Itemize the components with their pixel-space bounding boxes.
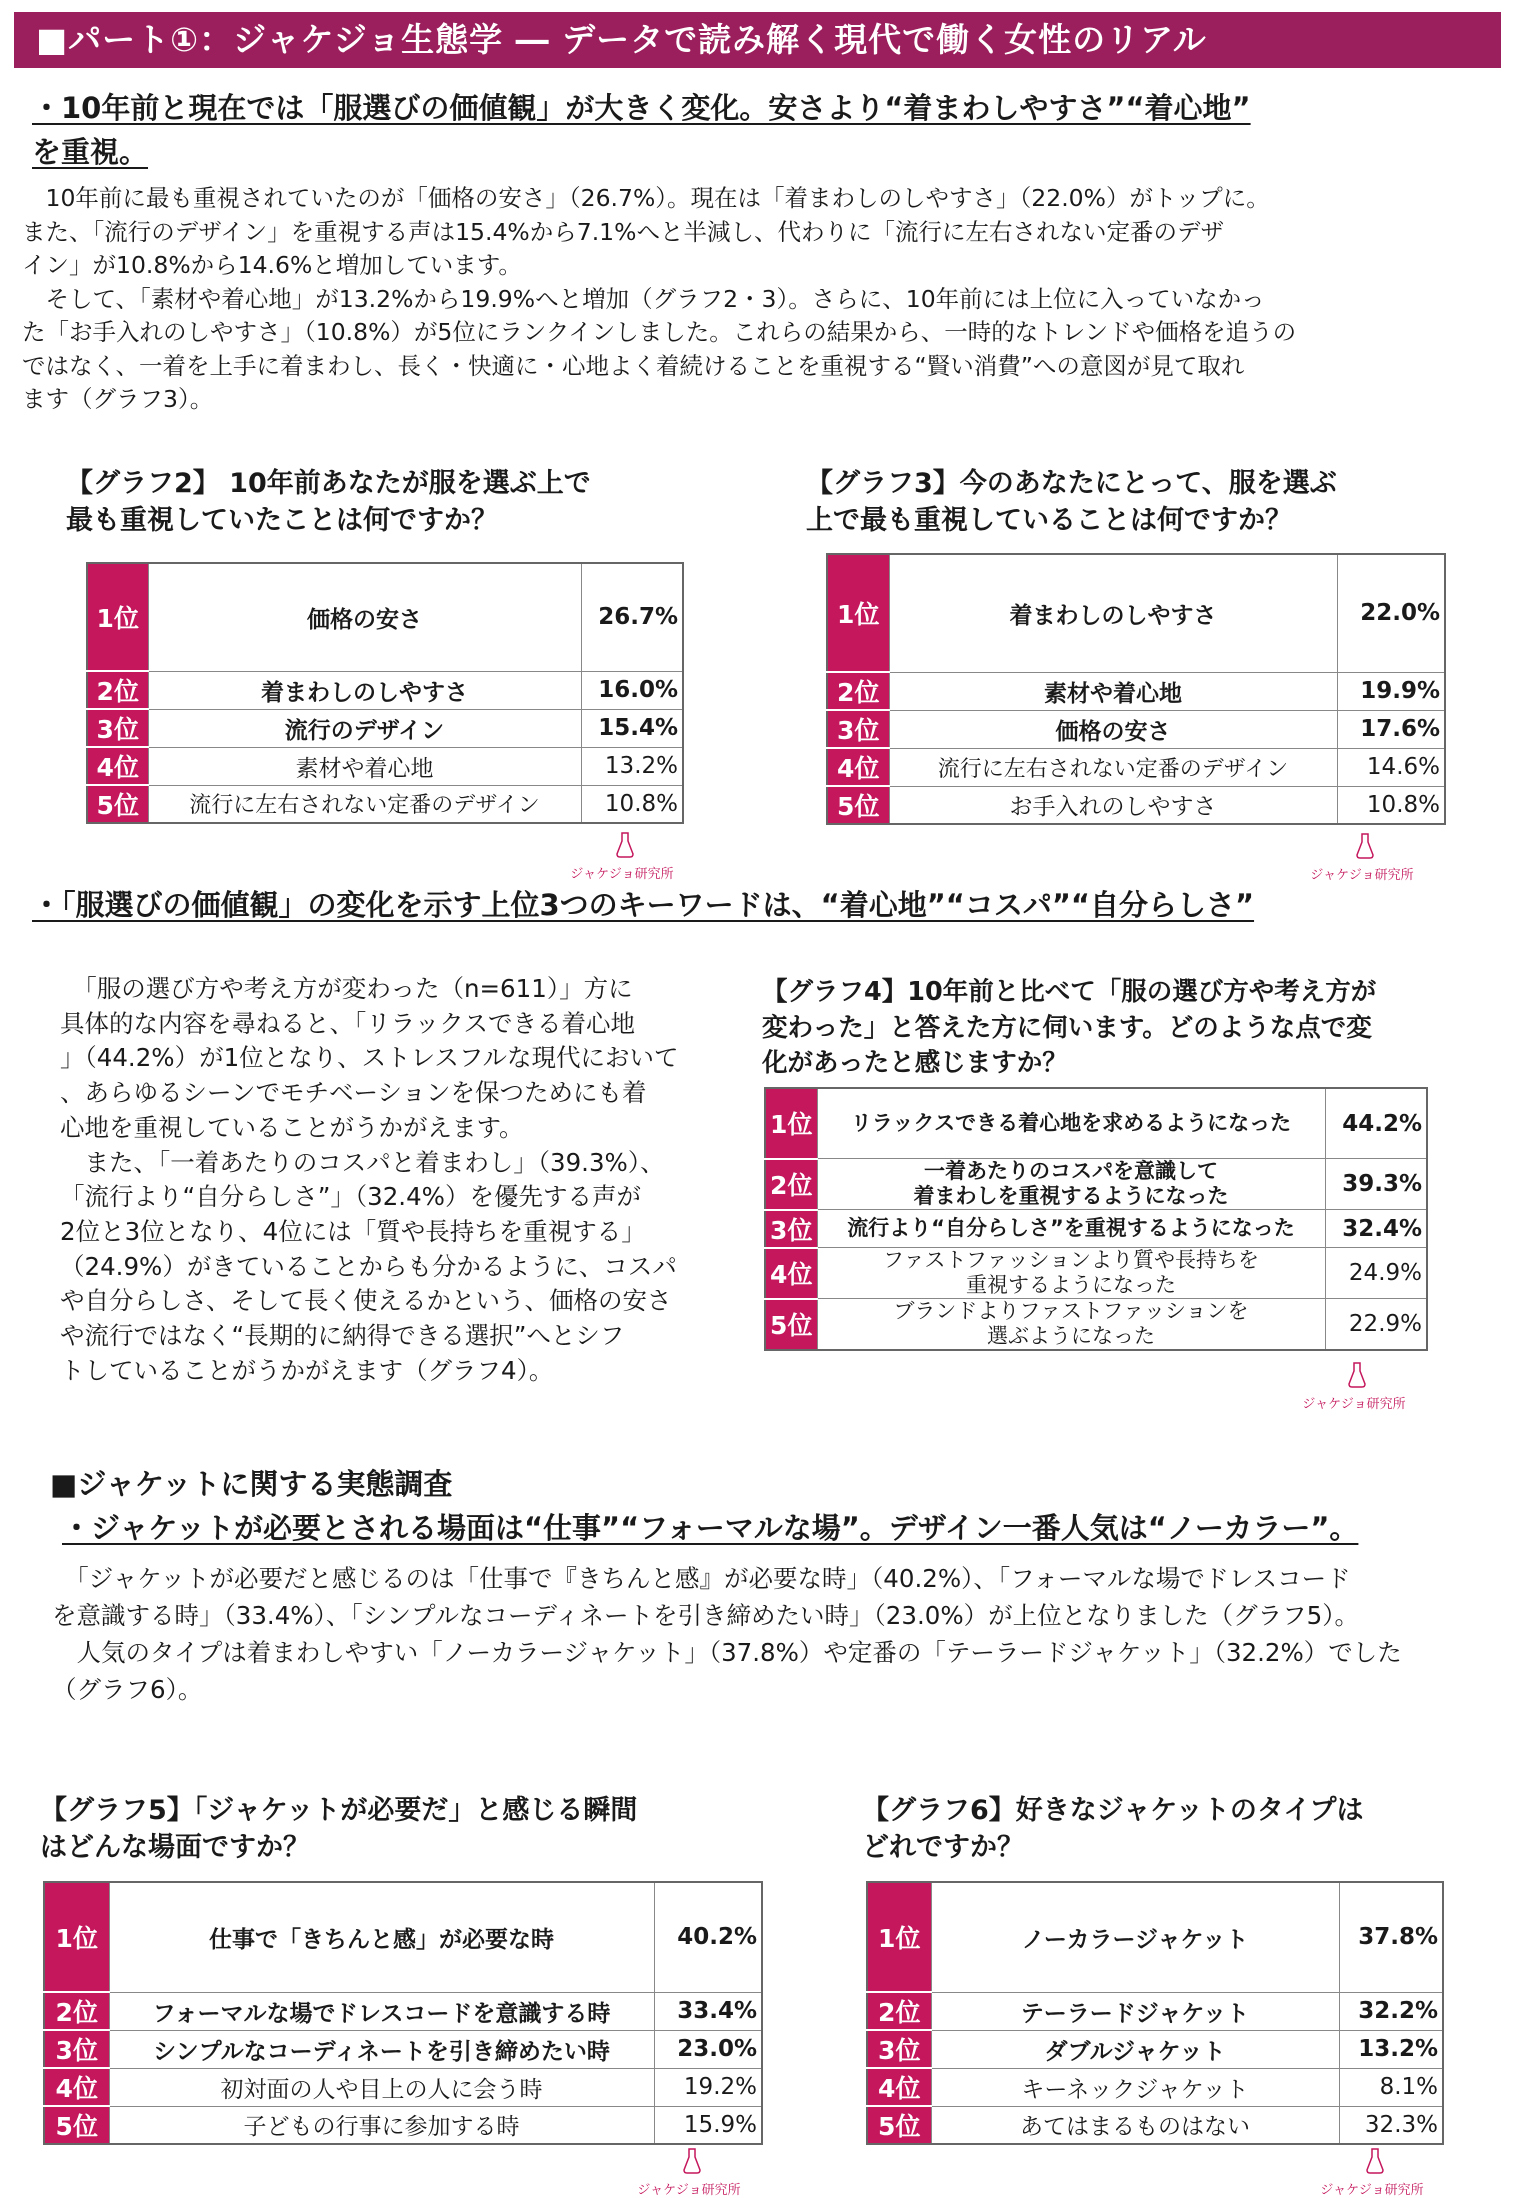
percent-cell: 17.6%	[1337, 710, 1445, 748]
label-line: 着まわしを重視するようになった	[913, 1184, 1229, 1208]
label-cell	[817, 1088, 1325, 1159]
rank-cell: 3位	[44, 2030, 109, 2068]
table-row	[765, 1159, 1427, 1210]
section1-heading: ・10年前と現在では「服選びの価値観」が大きく変化。安さより“着まわしやすさ”“着心地”	[32, 91, 1251, 125]
label-cell: 価格の安さ	[889, 710, 1337, 748]
rank-cell: 5位	[87, 785, 148, 823]
para-line: （24.9%）がきていることからも分かるように、コスパ	[60, 1251, 677, 1281]
table-row	[827, 748, 1445, 786]
rank-cell: 4位	[765, 1248, 817, 1299]
label-cell: 着まわしのしやすさ	[148, 671, 581, 709]
graph2-table	[86, 562, 684, 824]
label-cell	[817, 1299, 1325, 1351]
table-row	[44, 2106, 762, 2144]
rank-cell: 1位	[44, 1882, 109, 1992]
title-line: 【グラフ6】好きなジャケットのタイプは	[862, 1795, 1364, 1826]
title-line: 上で最も重視していることは何ですか？	[806, 505, 1292, 536]
table-row	[827, 672, 1445, 710]
percent-cell: 26.7%	[581, 563, 683, 671]
table-row	[87, 709, 683, 747]
label-cell: 初対面の人や目上の人に会う時	[109, 2068, 654, 2106]
table-row	[827, 554, 1445, 672]
percent-cell: 15.4%	[581, 709, 683, 747]
title-line: はどんな場面ですか？	[40, 1832, 310, 1863]
section1-paragraph	[22, 182, 1296, 417]
para-line: また、「一着あたりのコスパと着まわし」（39.3%）、	[60, 1147, 665, 1177]
table-row	[765, 1248, 1427, 1299]
rank-cell: 2位	[867, 1992, 931, 2030]
label-line: 重視するようになった	[965, 1273, 1176, 1297]
table-row	[867, 1992, 1443, 2030]
para-line: 」（44.2%）が1位となり、ストレスフルな現代において	[60, 1043, 679, 1073]
logo	[637, 2148, 741, 2198]
percent-cell: 10.8%	[1337, 786, 1445, 824]
label-cell: 流行に左右されない定番のデザイン	[889, 748, 1337, 786]
graph6-table	[866, 1881, 1444, 2145]
graph3-table	[826, 553, 1446, 825]
table-row	[867, 2068, 1443, 2106]
lab-flask-icon	[683, 2148, 701, 2174]
para-line: 「流行より“自分らしさ”」（32.4%）を優先する声が	[60, 1182, 641, 1212]
percent-cell: 15.9%	[654, 2106, 762, 2144]
para-line: （グラフ6）。	[52, 1675, 203, 1704]
label-cell	[817, 1210, 1325, 1248]
para-line: 2位と3位となり、4位には「質や長持ちを重視する」	[60, 1216, 646, 1246]
table-row	[44, 2030, 762, 2068]
rank-cell: 4位	[827, 748, 889, 786]
para-line: や流行ではなく“長期的に納得できる選択”へとシフ	[60, 1321, 625, 1351]
percent-cell: 19.9%	[1337, 672, 1445, 710]
table-row	[827, 710, 1445, 748]
logo	[1310, 833, 1414, 883]
label-cell: フォーマルな場でドレスコードを意識する時	[109, 1992, 654, 2030]
title-line: 【グラフ5】「ジャケットが必要だ」と感じる瞬間	[40, 1795, 638, 1826]
section3-heading: ■ジャケットに関する実態調査	[50, 1467, 453, 1501]
label-cell: シンプルなコーディネートを引き締めたい時	[109, 2030, 654, 2068]
table-row	[87, 671, 683, 709]
lab-flask-icon	[616, 832, 634, 858]
graph4-table	[764, 1087, 1428, 1351]
percent-cell: 19.2%	[654, 2068, 762, 2106]
label-cell: 流行のデザイン	[148, 709, 581, 747]
table-row	[867, 1882, 1443, 1992]
section3-paragraph	[52, 1560, 1402, 1708]
logo-text: ジャケジョ研究所	[1320, 2183, 1424, 2198]
para-line: 具体的な内容を尋ねると、「リラックスできる着心地	[60, 1008, 636, 1038]
para-line: 「ジャケットが必要だと感じるのは「仕事で『きちんと感』が必要な時」（40.2%）、「フォーマルな場でドレスコード	[52, 1564, 1351, 1593]
table-row	[44, 2068, 762, 2106]
percent-cell: 40.2%	[654, 1882, 762, 1992]
para-line: 「服の選び方や考え方が変わった（n=611）」方に	[60, 974, 633, 1003]
percent-cell: 32.2%	[1339, 1992, 1443, 2030]
label-cell	[817, 1248, 1325, 1299]
percent-cell: 13.2%	[1339, 2030, 1443, 2068]
percent-cell: 8.1%	[1339, 2068, 1443, 2106]
title-line: 化があったと感じますか？	[762, 1048, 1068, 1078]
label-cell: 流行に左右されない定番のデザイン	[148, 785, 581, 823]
percent-cell: 16.0%	[581, 671, 683, 709]
para-line: イン」が10.8%から14.6%と増加しています。	[22, 251, 522, 279]
percent-cell: 33.4%	[654, 1992, 762, 2030]
label-cell: 素材や着心地	[148, 747, 581, 785]
label-cell: あてはまるものはない	[931, 2106, 1339, 2144]
section1-heading-cont: を重視。	[32, 135, 149, 169]
percent-cell: 37.8%	[1339, 1882, 1443, 1992]
logo-text: ジャケジョ研究所	[1302, 1397, 1406, 1412]
rank-cell: 3位	[827, 710, 889, 748]
label-line: リラックスできる着心地を求めるようになった	[850, 1111, 1292, 1135]
section3-subheading: ・ジャケットが必要とされる場面は“仕事”“フォーマルな場”。デザイン一番人気は“ノーカラー”。	[62, 1511, 1359, 1545]
rank-cell: 3位	[765, 1210, 817, 1248]
table-row	[867, 2106, 1443, 2144]
rank-cell: 5位	[867, 2106, 931, 2144]
graph5-title	[40, 1792, 637, 1866]
rank-cell: 2位	[44, 1992, 109, 2030]
title-line: どれですか？	[862, 1832, 1024, 1863]
lab-flask-icon	[1348, 1362, 1366, 1388]
para-line: 10年前に最も重視されていたのが「価格の安さ」（26.7%）。現在は「着まわしのしやすさ」（22.0%）がトップに。	[22, 184, 1270, 212]
para-line: また、「流行のデザイン」を重視する声は15.4%から7.1%へと半減し、代わりに「流行に左右されない定番のデザ	[22, 217, 1224, 246]
label-cell: ダブルジャケット	[931, 2030, 1339, 2068]
label-cell: キーネックジャケット	[931, 2068, 1339, 2106]
label-line: ブランドよりファストファッションを	[893, 1299, 1249, 1323]
rank-cell: 4位	[44, 2068, 109, 2106]
graph3-title	[806, 465, 1337, 539]
label-cell: 子どもの行事に参加する時	[109, 2106, 654, 2144]
rank-cell: 5位	[827, 786, 889, 824]
rank-cell: 3位	[867, 2030, 931, 2068]
lab-flask-icon	[1356, 833, 1374, 859]
percent-cell: 10.8%	[581, 785, 683, 823]
rank-cell: 2位	[87, 671, 148, 709]
table-row	[87, 785, 683, 823]
logo	[570, 832, 674, 882]
rank-cell: 1位	[765, 1088, 817, 1159]
label-cell: 着まわしのしやすさ	[889, 554, 1337, 672]
percent-cell: 44.2%	[1325, 1088, 1427, 1159]
graph2-title	[66, 465, 591, 539]
percent-cell: 22.0%	[1337, 554, 1445, 672]
label-cell: テーラードジャケット	[931, 1992, 1339, 2030]
label-line: ファストファッションより質や長持ちを	[882, 1248, 1260, 1272]
para-line: 人気のタイプは着まわしやすい「ノーカラージャケット」（37.8%）や定番の「テーラードジャケット」（32.2%）でした	[52, 1638, 1402, 1667]
para-line: トしていることがうかがえます（グラフ4）。	[60, 1355, 554, 1385]
table-row	[44, 1992, 762, 2030]
percent-cell: 32.3%	[1339, 2106, 1443, 2144]
table-row	[867, 2030, 1443, 2068]
label-cell: 価格の安さ	[148, 563, 581, 671]
rank-cell: 5位	[44, 2106, 109, 2144]
para-line: そして、「素材や着心地」が13.2%から19.9%へと増加（グラフ2・3）。さらに、10年前には上位に入っていなかっ	[22, 284, 1265, 313]
para-line: ます（グラフ3）。	[22, 385, 214, 413]
para-line: 、あらゆるシーンでモチベーションを保つためにも着	[60, 1078, 647, 1108]
para-line: 心地を重視していることがうかがえます。	[60, 1112, 524, 1142]
label-cell: 素材や着心地	[889, 672, 1337, 710]
label-line: 選ぶようになった	[986, 1324, 1155, 1348]
rank-cell: 5位	[765, 1299, 817, 1351]
para-line: ではなく、一着を上手に着まわし、長く・快適に・心地よく着続けることを重視する“賢い消費”への意図が見て取れ	[22, 351, 1245, 380]
para-line: た「お手入れのしやすさ」（10.8%）が5位にランクインしました。これらの結果から、一時的なトレンドや価格を追うの	[22, 318, 1297, 346]
rank-cell: 2位	[827, 672, 889, 710]
table-row	[87, 563, 683, 671]
rank-cell: 3位	[87, 709, 148, 747]
percent-cell: 39.3%	[1325, 1159, 1427, 1210]
label-cell: 仕事で「きちんと感」が必要な時	[109, 1882, 654, 1992]
table-row	[87, 747, 683, 785]
rank-cell: 4位	[87, 747, 148, 785]
title-line: 変わった」と答えた方に伺います。どのような点で変	[762, 1012, 1372, 1043]
percent-cell: 23.0%	[654, 2030, 762, 2068]
lab-flask-icon	[1366, 2148, 1384, 2174]
rank-cell: 4位	[867, 2068, 931, 2106]
section-banner: ■パート①：ジャケジョ生態学 ― データで読み解く現代で働く女性のリアル	[14, 12, 1501, 68]
para-line: を意識する時」（33.4%）、「シンプルなコーディネートを引き締めたい時」（23.0%）が上位となりました（グラフ5）。	[52, 1601, 1359, 1630]
section2-paragraph	[60, 972, 678, 1388]
section2-heading: ・「服選びの価値観」の変化を示す上位3つのキーワードは、“着心地”“コスパ”“自分らしさ”	[32, 888, 1255, 922]
percent-cell: 22.9%	[1325, 1299, 1427, 1351]
table-row	[44, 1882, 762, 1992]
label-cell: ノーカラージャケット	[931, 1882, 1339, 1992]
label-line: 一着あたりのコスパを意識して	[924, 1159, 1218, 1183]
graph6-title	[862, 1792, 1364, 1866]
table-row	[765, 1210, 1427, 1248]
table-row	[827, 786, 1445, 824]
rank-cell: 1位	[87, 563, 148, 671]
percent-cell: 32.4%	[1325, 1210, 1427, 1248]
table-row	[765, 1299, 1427, 1351]
rank-cell: 1位	[827, 554, 889, 672]
rank-cell: 2位	[765, 1159, 817, 1210]
percent-cell: 13.2%	[581, 747, 683, 785]
title-line: 【グラフ2】 10年前あなたが服を選ぶ上で	[66, 468, 591, 499]
rank-cell: 1位	[867, 1882, 931, 1992]
percent-cell: 14.6%	[1337, 748, 1445, 786]
percent-cell: 24.9%	[1325, 1248, 1427, 1299]
para-line: や自分らしさ、そして長く使えるかという、価格の安さ	[60, 1286, 672, 1316]
logo-text: ジャケジョ研究所	[637, 2183, 741, 2198]
label-line: 流行より“自分らしさ”を重視するようになった	[847, 1216, 1295, 1240]
graph4-title	[762, 975, 1376, 1082]
logo	[1302, 1362, 1406, 1412]
table-row	[765, 1088, 1427, 1159]
graph5-table	[43, 1881, 763, 2145]
title-line: 【グラフ3】今のあなたにとって、服を選ぶ	[806, 468, 1337, 499]
title-line: 【グラフ4】10年前と比べて「服の選び方や考え方が	[762, 977, 1377, 1007]
logo-text: ジャケジョ研究所	[570, 867, 674, 882]
title-line: 最も重視していたことは何ですか？	[66, 505, 498, 536]
label-cell: お手入れのしやすさ	[889, 786, 1337, 824]
label-cell	[817, 1159, 1325, 1210]
logo-text: ジャケジョ研究所	[1310, 868, 1414, 883]
logo	[1320, 2148, 1424, 2198]
